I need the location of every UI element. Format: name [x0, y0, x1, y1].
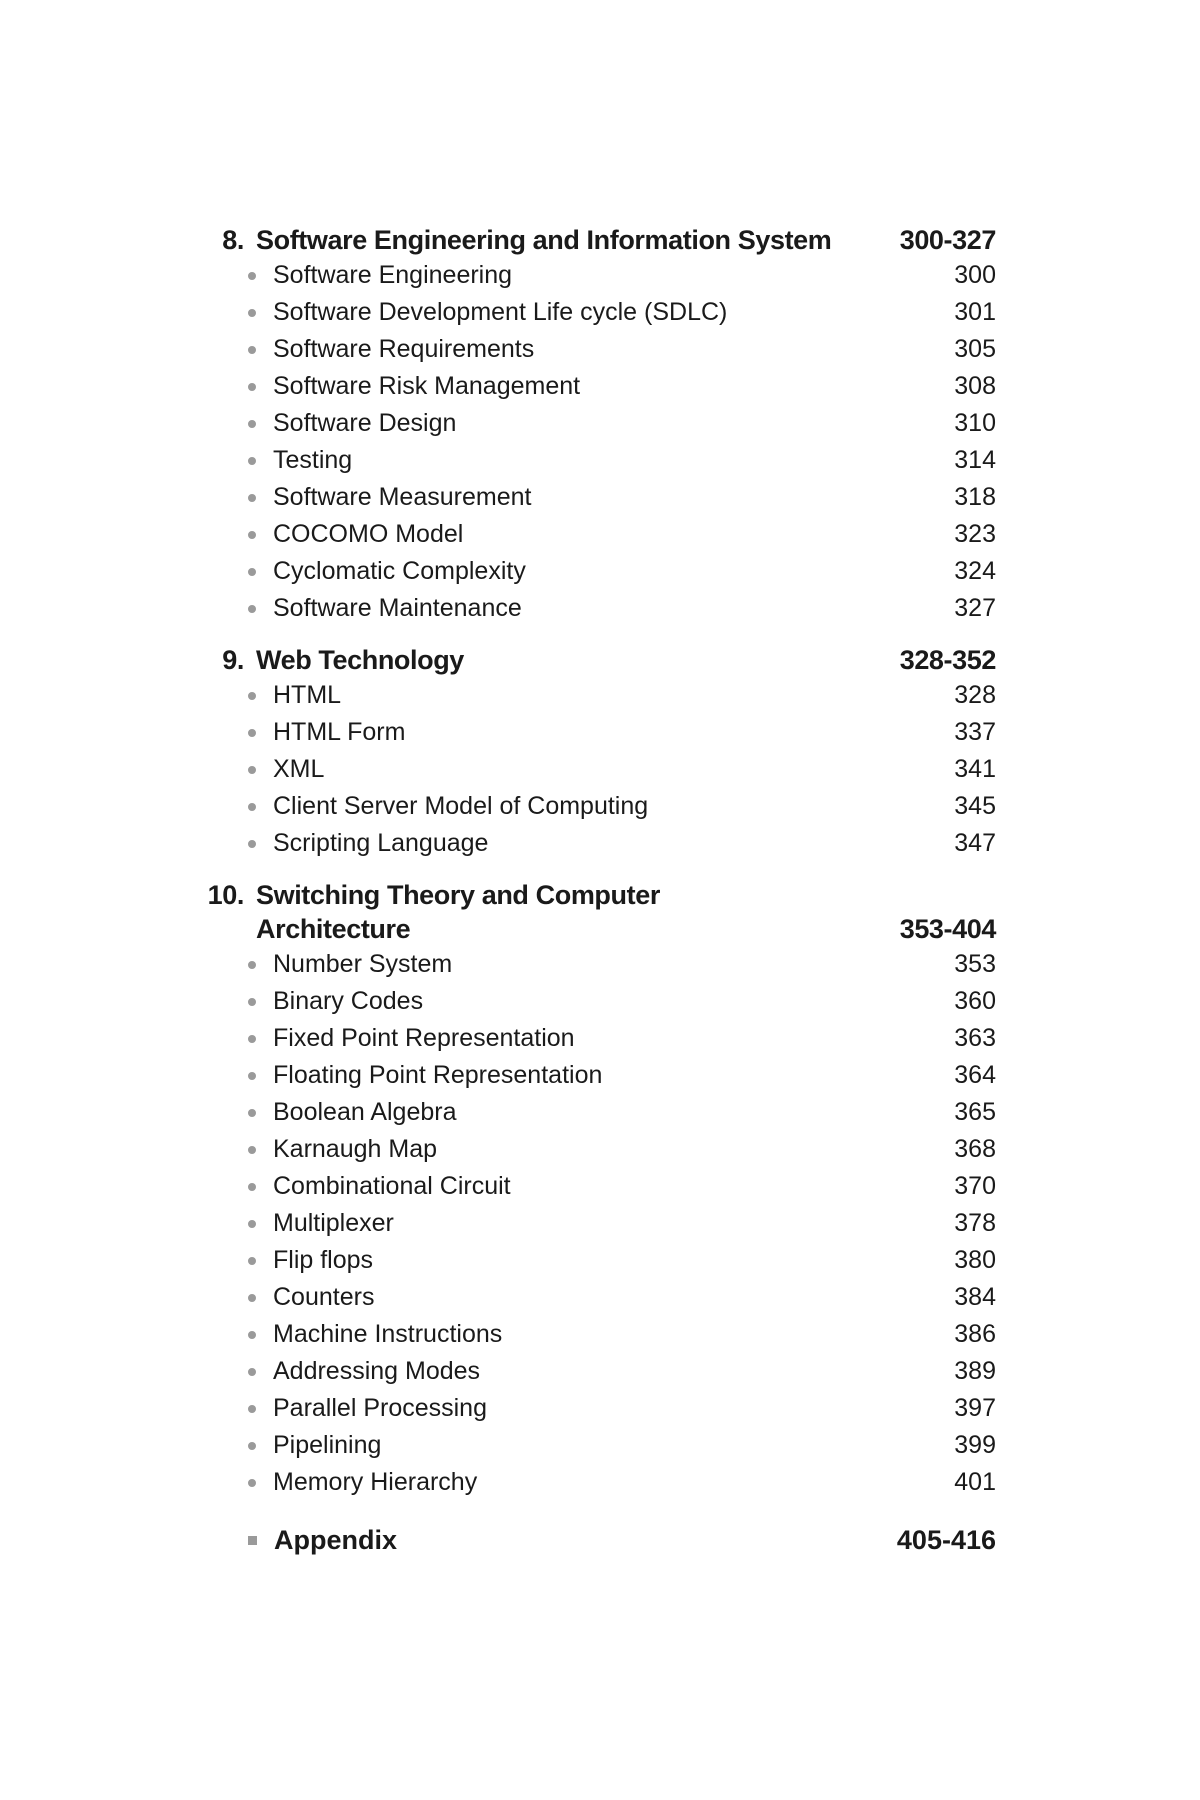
- bullet-icon: [248, 729, 256, 737]
- chapter-page-range: 300-327: [899, 225, 996, 255]
- chapter-page-range: 328-352: [899, 645, 996, 675]
- toc-entry[interactable]: [188, 1427, 996, 1464]
- toc-entry[interactable]: [188, 983, 996, 1020]
- entry-page: 360: [954, 987, 996, 1015]
- entry-page: 300: [954, 261, 996, 289]
- entry-label: COCOMO Model: [273, 520, 464, 548]
- bullet-icon: [248, 346, 256, 354]
- bullet-icon: [248, 961, 256, 969]
- chapter-heading[interactable]: [188, 223, 996, 257]
- bullet-icon: [248, 272, 256, 280]
- chapter-title: [256, 878, 660, 946]
- entry-page: 318: [954, 483, 996, 511]
- toc-entry[interactable]: [188, 1057, 996, 1094]
- bullet-icon: [248, 766, 256, 774]
- entry-label: Karnaugh Map: [273, 1135, 438, 1163]
- entry-label: Number System: [273, 950, 453, 978]
- bullet-icon: [248, 309, 256, 317]
- toc-entry[interactable]: [188, 751, 996, 788]
- entry-label: Software Requirements: [273, 335, 535, 363]
- chapter-8: [188, 223, 996, 627]
- bullet-icon: [248, 383, 256, 391]
- entry-page: 384: [954, 1283, 996, 1311]
- bullet-icon: [248, 840, 256, 848]
- bullet-icon: [248, 1035, 256, 1043]
- bullet-icon: [248, 1220, 256, 1228]
- entry-page: 363: [954, 1024, 996, 1052]
- entry-page: 310: [954, 409, 996, 437]
- entry-label: Floating Point Representation: [273, 1061, 603, 1089]
- chapter-title: Web Technology: [256, 645, 464, 675]
- toc-entry[interactable]: [188, 1242, 996, 1279]
- toc-entry[interactable]: [188, 368, 996, 405]
- chapter-9: [188, 643, 996, 862]
- entry-page: 353: [954, 950, 996, 978]
- toc-entry[interactable]: [188, 1279, 996, 1316]
- chapter-title: Software Engineering and Information System: [256, 225, 832, 255]
- entry-label: Software Risk Management: [273, 372, 581, 400]
- entry-label: Machine Instructions: [273, 1320, 503, 1348]
- entry-page: 368: [954, 1135, 996, 1163]
- entry-label: Fixed Point Representation: [273, 1024, 575, 1052]
- entry-label: Software Development Life cycle (SDLC): [273, 298, 728, 326]
- entry-page: 345: [954, 792, 996, 820]
- toc-entry[interactable]: [188, 1205, 996, 1242]
- entry-label: Addressing Modes: [273, 1357, 481, 1385]
- toc-entry[interactable]: [188, 1094, 996, 1131]
- toc-entry[interactable]: [188, 1390, 996, 1427]
- square-bullet-icon: [248, 1536, 257, 1545]
- entry-page: 347: [954, 829, 996, 857]
- toc-entry[interactable]: [188, 1020, 996, 1057]
- entry-page: 365: [954, 1098, 996, 1126]
- entry-label: Combinational Circuit: [273, 1172, 511, 1200]
- toc-entry[interactable]: [188, 294, 996, 331]
- entry-label: Binary Codes: [273, 987, 424, 1015]
- entry-label: Software Design: [273, 409, 457, 437]
- chapter-heading[interactable]: [188, 878, 996, 946]
- entry-page: 370: [954, 1172, 996, 1200]
- chapter-number: 10.: [207, 880, 244, 910]
- chapter-topic-list: [188, 257, 996, 627]
- bullet-icon: [248, 1479, 256, 1487]
- bullet-icon: [248, 568, 256, 576]
- toc-entry[interactable]: [188, 405, 996, 442]
- entry-label: Software Engineering: [273, 261, 513, 289]
- appendix-page-range: 405-416: [896, 1525, 996, 1555]
- entry-page: 386: [954, 1320, 996, 1348]
- entry-page: 364: [954, 1061, 996, 1089]
- entry-page: 314: [954, 446, 996, 474]
- entry-label: Testing: [273, 446, 353, 474]
- entry-label: HTML Form: [273, 718, 406, 746]
- entry-page: 389: [954, 1357, 996, 1385]
- entry-page: 324: [954, 557, 996, 585]
- toc-entry[interactable]: [188, 257, 996, 294]
- chapter-number: 9.: [222, 645, 244, 675]
- toc-entry[interactable]: [188, 516, 996, 553]
- toc-entry[interactable]: [188, 1168, 996, 1205]
- entry-label: Software Maintenance: [273, 594, 522, 622]
- entry-page: 397: [954, 1394, 996, 1422]
- bullet-icon: [248, 1146, 256, 1154]
- entry-label: HTML: [273, 681, 342, 709]
- entry-page: 399: [954, 1431, 996, 1459]
- bullet-icon: [248, 1331, 256, 1339]
- appendix-label: Appendix: [274, 1525, 398, 1555]
- entry-label: Memory Hierarchy: [273, 1468, 478, 1496]
- bullet-icon: [248, 420, 256, 428]
- chapter-topic-list: [188, 946, 996, 1501]
- entry-page: 401: [954, 1468, 996, 1496]
- bullet-icon: [248, 692, 256, 700]
- entry-label: Software Measurement: [273, 483, 532, 511]
- chapter-page-range: 353-404: [899, 914, 996, 944]
- chapter-topic-list: [188, 677, 996, 862]
- bullet-icon: [248, 1442, 256, 1450]
- entry-page: 337: [954, 718, 996, 746]
- toc-entry[interactable]: [188, 825, 996, 862]
- toc-entry[interactable]: [188, 1131, 996, 1168]
- toc-entry[interactable]: [188, 714, 996, 751]
- chapter-heading[interactable]: [188, 643, 996, 677]
- entry-label: Cyclomatic Complexity: [273, 557, 526, 585]
- entry-page: 301: [954, 298, 996, 326]
- entry-label: XML: [273, 755, 325, 783]
- bullet-icon: [248, 494, 256, 502]
- toc-entry[interactable]: [188, 479, 996, 516]
- entry-page: 380: [954, 1246, 996, 1274]
- entry-page: 327: [954, 594, 996, 622]
- bullet-icon: [248, 1294, 256, 1302]
- toc-entry[interactable]: [188, 1353, 996, 1390]
- chapter-10: [188, 878, 996, 1501]
- toc-entry[interactable]: [188, 442, 996, 479]
- chapter-title-line: Architecture: [256, 914, 411, 944]
- bullet-icon: [248, 1257, 256, 1265]
- entry-page: 378: [954, 1209, 996, 1237]
- toc-entry[interactable]: [188, 788, 996, 825]
- bullet-icon: [248, 1405, 256, 1413]
- bullet-icon: [248, 1368, 256, 1376]
- entry-label: Parallel Processing: [273, 1394, 487, 1422]
- chapter-title-line: Switching Theory and Computer: [256, 880, 660, 910]
- entry-label: Multiplexer: [273, 1209, 394, 1237]
- entry-page: 341: [954, 755, 996, 783]
- table-of-contents: [188, 223, 996, 1557]
- entry-label: Pipelining: [273, 1431, 382, 1459]
- appendix-entry[interactable]: [188, 1523, 996, 1557]
- entry-label: Scripting Language: [273, 829, 489, 857]
- toc-entry[interactable]: [188, 331, 996, 368]
- entry-label: Counters: [273, 1283, 375, 1311]
- entry-page: 305: [954, 335, 996, 363]
- bullet-icon: [248, 531, 256, 539]
- bullet-icon: [248, 605, 256, 613]
- bullet-icon: [248, 998, 256, 1006]
- toc-entry[interactable]: [188, 946, 996, 983]
- bullet-icon: [248, 1072, 256, 1080]
- toc-entry[interactable]: [188, 677, 996, 714]
- entry-label: Boolean Algebra: [273, 1098, 457, 1126]
- entry-page: 328: [954, 681, 996, 709]
- toc-entry[interactable]: [188, 590, 996, 627]
- bullet-icon: [248, 803, 256, 811]
- toc-entry[interactable]: [188, 1464, 996, 1501]
- toc-entry[interactable]: [188, 1316, 996, 1353]
- entry-label: Client Server Model of Computing: [273, 792, 649, 820]
- chapter-number: 8.: [222, 225, 244, 255]
- bullet-icon: [248, 1109, 256, 1117]
- toc-entry[interactable]: [188, 553, 996, 590]
- entry-page: 308: [954, 372, 996, 400]
- entry-label: Flip flops: [273, 1246, 374, 1274]
- bullet-icon: [248, 1183, 256, 1191]
- bullet-icon: [248, 457, 256, 465]
- entry-page: 323: [954, 520, 996, 548]
